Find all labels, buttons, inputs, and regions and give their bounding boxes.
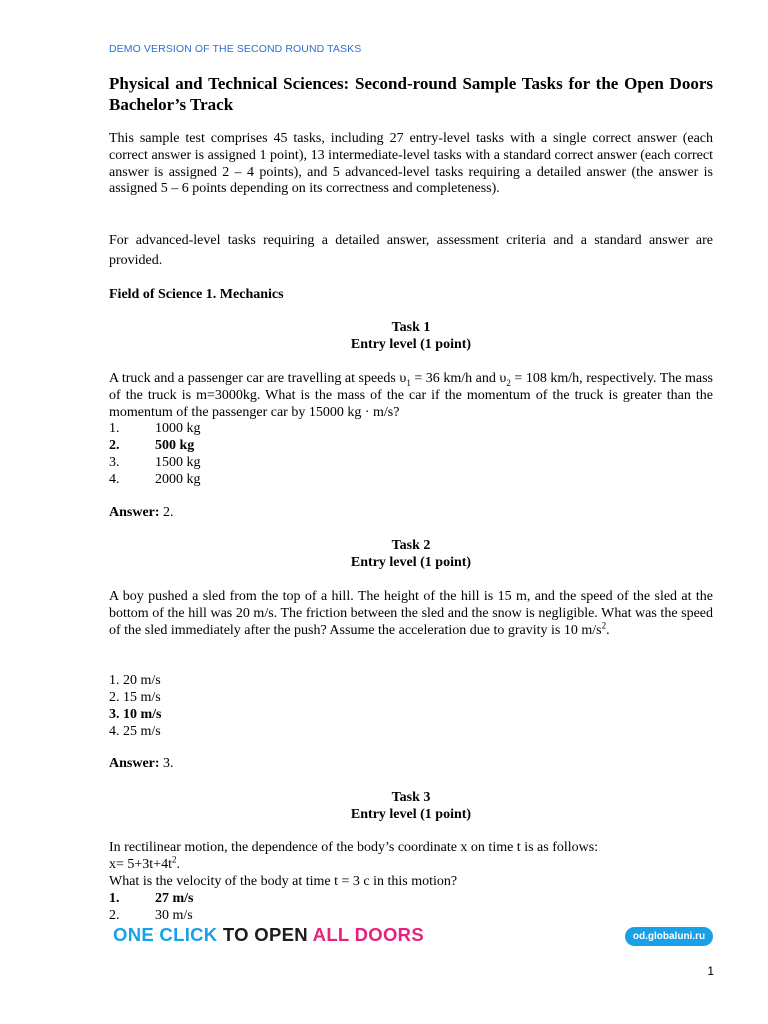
task2-answer: Answer: 3. [109,756,174,771]
task1-answer: Answer: 2. [109,505,174,520]
task2-option-3-correct: 3. 10 m/s [109,707,162,722]
task2-option-1: 1. 20 m/s [109,673,161,688]
task3-level: Entry level (1 point) [350,807,472,822]
footer-slogan [113,924,424,946]
task2-question: A boy pushed a sled from the top of a hill. The height of the hill is 15 m, and the speed of the sled at the bottom of the hill was 20 m/s. The friction between the sled and the snow is negligible. What was the speed of the sled immediately after the push? Assume the acceleration due to gravity is 10 $m/s^2$. [109,589,713,638]
task3-equation: $x= 5+3t+4t^2$. [109,854,180,872]
task1-option-4: 4. 2000 kg [109,472,201,487]
task1-option-2-correct: 2. 500 kg [109,438,195,453]
task1-title: Task 1 [391,320,431,335]
page-number: 1 [707,964,714,978]
slogan-one-click: ONE CLICK [113,924,218,945]
slogan-all-doors: ALL DOORS [312,924,424,945]
task1-option-1: 1. 1000 kg [109,421,201,436]
slogan-to-open: TO OPEN [217,924,313,945]
task1-option-3: 3. 1500 kg [109,455,201,470]
task3-option-1-correct: 1. 27 m/s [109,891,194,906]
task3-title: Task 3 [391,790,431,805]
field-heading: Field of Science 1. Mechanics [109,287,284,302]
task1-level: Entry level (1 point) [350,337,472,352]
task3-option-2: 2. 30 m/s [109,908,193,923]
task3-question-line1: In rectilinear motion, the dependence of the body’s coordinate x on time t is as follows: [109,840,599,855]
intro-paragraph-2: For advanced-level tasks requiring a detailed answer, assessment criteria and a standard answer are provided. [109,233,713,268]
task2-level: Entry level (1 point) [350,555,472,570]
website-badge[interactable]: od.globaluni.ru [625,927,713,946]
task2-option-2: 2. 15 m/s [109,690,161,705]
task3-question-line2: What is the velocity of the body at time t = 3 c in this motion? [109,874,458,889]
task2-option-4: 4. 25 m/s [109,724,161,739]
intro-paragraph-1: This sample test comprises 45 tasks, including 27 entry-level tasks with a single correct answer (each correct answer is assigned 1 point), 13 intermediate-level tasks with a standard correct answer (each correct answer is assigned 2 – 4 points), and 5 advanced-level tasks requiring a detailed answer (the answer is assigned 5 – 6 points depending on its correctness and completeness). [109,131,713,197]
task2-title: Task 2 [391,538,431,553]
header-note: DEMO VERSION OF THE SECOND ROUND TASKS [109,43,362,55]
document-title: Physical and Technical Sciences: Second-round Sample Tasks for the Open Doors Bachelor’s Track [109,74,713,114]
task1-question: A truck and a passenger car are travelling at speeds $\upsilon_1 = 36$ km/h and $\upsilon_2 = 108$ km/h, respectively. The mass of the truck is m=3000kg. What is the mass of the car if the momentum of the truck is greater than the momentum of the passenger car by 15000 kg · m/s? [109,371,714,420]
